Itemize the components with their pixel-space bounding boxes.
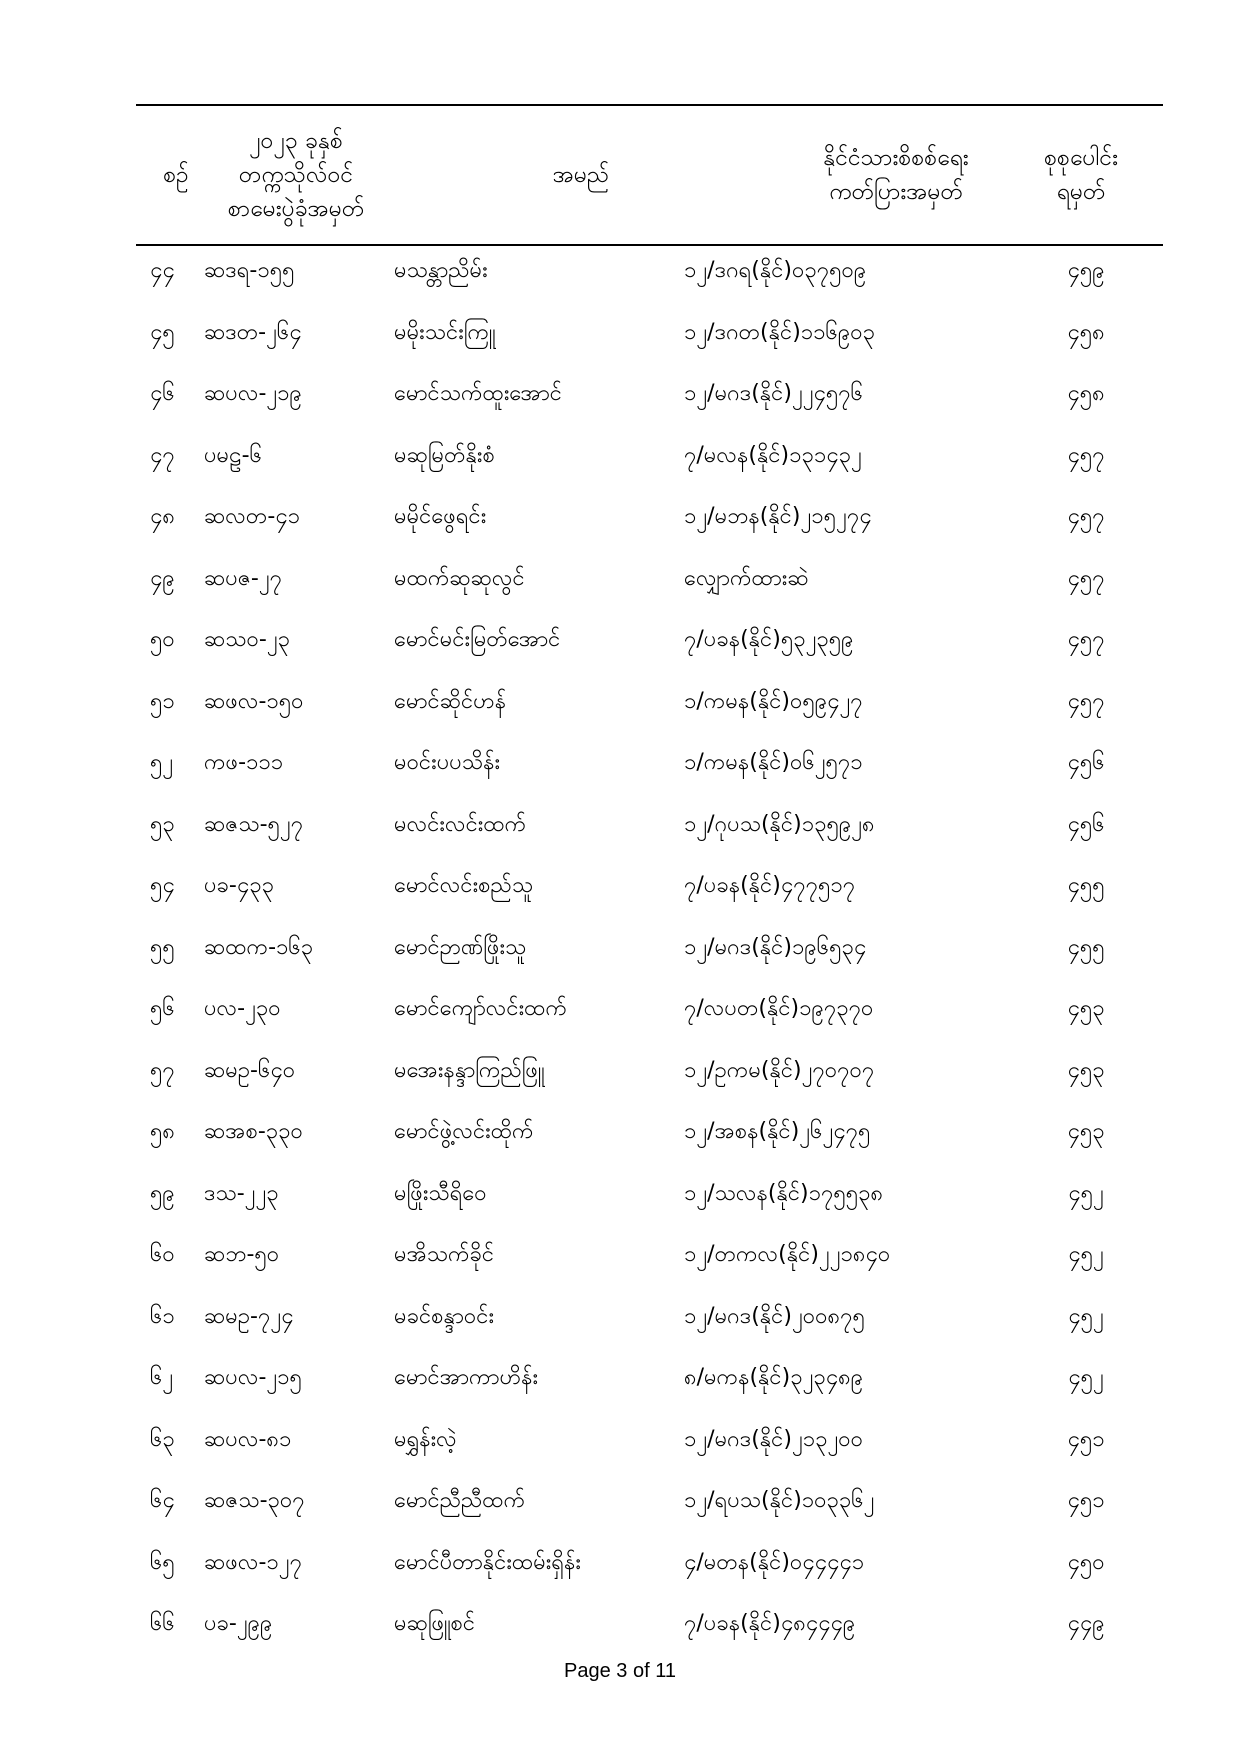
table-row bbox=[136, 556, 1163, 618]
page-number: Page 3 of 11 bbox=[564, 1660, 676, 1682]
serial-no-cell: ၅၁ bbox=[150, 688, 175, 714]
serial-no-cell: ၄၇ bbox=[150, 442, 175, 468]
exam-roll-cell: ဆဘ-၅၀ bbox=[204, 1242, 280, 1267]
exam-roll-cell: ဒသ-၂၂၃ bbox=[204, 1180, 279, 1206]
serial-no-cell: ၄၄ bbox=[150, 258, 175, 283]
nrc-cell: ၈/မကန(နိုင်)၃၂၃၄၈၉ bbox=[684, 1365, 864, 1390]
serial-no-cell: ၄၅ bbox=[150, 319, 175, 345]
table-row bbox=[136, 1601, 1163, 1663]
exam-roll-cell: ဆထက-၁၆၃ bbox=[204, 934, 314, 960]
nrc-cell: ၇/ပခန(နိုင်)၄၇၇၅၁၇ bbox=[684, 873, 856, 898]
serial-no-cell: ၄၆ bbox=[150, 381, 175, 406]
exam-roll-cell: ဆလတ-၄၁ bbox=[204, 504, 301, 529]
serial-no-cell: ၆၅ bbox=[150, 1549, 175, 1575]
nrc-cell: ၇/ပခန(နိုင်)၅၃၂၃၅၉ bbox=[684, 627, 854, 652]
exam-roll-cell: ဆဒတ-၂၆၄ bbox=[204, 319, 302, 345]
table-header-rule bbox=[136, 244, 1163, 246]
table-row bbox=[136, 679, 1163, 741]
name-cell: မောင်ဆိုင်ဟန် bbox=[394, 688, 507, 714]
score-cell: ၄၅၃ bbox=[1067, 996, 1105, 1021]
table-row bbox=[136, 310, 1163, 372]
exam-roll-cell: ပခ-၄၃၃ bbox=[204, 873, 274, 898]
exam-roll-cell: ဆပလ-၂၁၅ bbox=[204, 1365, 302, 1390]
serial-no-cell: ၆၂ bbox=[150, 1365, 174, 1390]
nrc-cell: ၄/မတန(နိုင်)၀၄၄၄၄၁ bbox=[684, 1549, 865, 1575]
table-header bbox=[136, 106, 1163, 244]
score-cell: ၄၅၉ bbox=[1067, 258, 1105, 283]
nrc-cell: ၁၂/မဂဒ(နိုင်)၂၂၄၅၇၆ bbox=[684, 381, 864, 406]
score-cell: ၄၅၇ bbox=[1067, 442, 1105, 468]
exam-roll-cell: ဆဖလ-၁၅၀ bbox=[204, 688, 304, 714]
header-exam-roll-no: ၂၀၂၃ ခုနှစ် တက္ကသိုလ်ဝင် စာမေးပွဲခုံအမှတ် bbox=[227, 128, 365, 222]
name-cell: မောင်ဉာဏ်ဖြိုးသူ bbox=[394, 934, 527, 960]
serial-no-cell: ၅၇ bbox=[150, 1057, 175, 1083]
table-row bbox=[136, 802, 1163, 864]
table-row bbox=[136, 1048, 1163, 1110]
name-cell: မဆုမြတ်နိုးစံ bbox=[394, 442, 495, 468]
name-cell: မောင်သက်ထူးအောင် bbox=[394, 381, 562, 406]
exam-roll-cell: ဆပလ-၈၁ bbox=[204, 1426, 292, 1452]
exam-roll-cell: ဆဇသ-၅၂၇ bbox=[204, 811, 304, 837]
name-cell: မောင်မင်းမြတ်အောင် bbox=[394, 627, 561, 652]
table-row bbox=[136, 617, 1163, 679]
name-cell: မောင်လင်းစည်သူ bbox=[394, 873, 534, 898]
nrc-cell: ၇/မလန(နိုင်)၁၃၁၄၃၂ bbox=[684, 442, 862, 468]
nrc-cell: ၁/ကမန(နိုင်)၀၆၂၅၇၁ bbox=[684, 750, 863, 775]
nrc-cell: ၁၂/တကလ(နိုင်)၂၂၁၈၄၀ bbox=[684, 1242, 891, 1267]
table-row bbox=[136, 1355, 1163, 1417]
nrc-cell: ၁/ကမန(နိုင်)၀၅၉၄၂၇ bbox=[684, 688, 863, 714]
exam-roll-cell: ဆဖလ-၁၂၇ bbox=[204, 1549, 302, 1575]
table-row bbox=[136, 1478, 1163, 1540]
table-row bbox=[136, 986, 1163, 1048]
nrc-cell: ၁၂/မဂဒ(နိုင်)၁၉၆၅၃၄ bbox=[684, 934, 867, 960]
nrc-cell: ၁၂/ရပသ(နိုင်)၁၀၃၃၆၂ bbox=[684, 1488, 875, 1513]
table-row bbox=[136, 1171, 1163, 1233]
exam-roll-cell: ဆမဥ-၇၂၄ bbox=[204, 1303, 294, 1329]
score-cell: ၄၅၀ bbox=[1067, 1549, 1105, 1575]
score-cell: ၄၅၆ bbox=[1067, 750, 1105, 775]
name-cell: မဝင်းပပသိန်း bbox=[394, 750, 501, 775]
table-row bbox=[136, 1540, 1163, 1602]
serial-no-cell: ၄၈ bbox=[150, 504, 175, 529]
table-row bbox=[136, 1109, 1163, 1171]
name-cell: မမိုင်ဖွေရင်း bbox=[394, 504, 487, 529]
name-cell: မလင်းလင်းထက် bbox=[394, 811, 527, 837]
serial-no-cell: ၄၉ bbox=[150, 565, 175, 591]
name-cell: မမိုးသင်းကြူ bbox=[394, 319, 496, 345]
exam-roll-cell: ဆသဝ-၂၃ bbox=[204, 627, 291, 652]
nrc-cell: ၁၂/သလန(နိုင်)၁၇၅၅၃၈ bbox=[684, 1180, 884, 1206]
table-row bbox=[136, 433, 1163, 495]
exam-roll-cell: ကဖ-၁၁၁ bbox=[204, 750, 284, 775]
table-row bbox=[136, 1232, 1163, 1294]
serial-no-cell: ၆၃ bbox=[150, 1426, 175, 1452]
score-cell: ၄၅၇ bbox=[1067, 565, 1105, 591]
exam-roll-cell: ဆမဥ-၆၄၀ bbox=[204, 1057, 296, 1083]
exam-roll-cell: ပခ-၂၉၉ bbox=[204, 1611, 273, 1636]
nrc-cell: ၁၂/မဘန(နိုင်)၂၁၅၂၇၄ bbox=[684, 504, 872, 529]
nrc-cell: ၁၂/ဒဂတ(နိုင်)၁၁၆၉၀၃ bbox=[684, 319, 876, 345]
table-body bbox=[136, 248, 1163, 1663]
table-row bbox=[136, 1417, 1163, 1479]
header-serial-no: စဉ် bbox=[163, 162, 189, 188]
serial-no-cell: ၆၄ bbox=[150, 1488, 175, 1513]
name-cell: မောင်ပီတာနိုင်းထမ်းရှိန်း bbox=[394, 1549, 581, 1575]
serial-no-cell: ၆၁ bbox=[150, 1303, 175, 1329]
exam-roll-cell: ဆပလ-၂၁၉ bbox=[204, 381, 302, 406]
score-cell: ၄၅၃ bbox=[1067, 1119, 1105, 1144]
score-cell: ၄၅၂ bbox=[1068, 1303, 1104, 1329]
serial-no-cell: ၅၉ bbox=[150, 1180, 175, 1206]
score-cell: ၄၅၃ bbox=[1067, 1057, 1105, 1083]
name-cell: မဖြိုးသီရိဝေ bbox=[394, 1180, 487, 1206]
table-row bbox=[136, 371, 1163, 433]
serial-no-cell: ၅၅ bbox=[150, 934, 175, 960]
nrc-cell: ၁၂/ဒဂရ(နိုင်)၀၃၇၅၀၉ bbox=[684, 258, 867, 283]
nrc-cell: ၁၂/အစန(နိုင်)၂၆၂၄၇၅ bbox=[684, 1119, 871, 1144]
table-row bbox=[136, 863, 1163, 925]
nrc-cell: ၁၂/ဥကမ(နိုင်)၂၇၀၇၀၇ bbox=[684, 1057, 875, 1083]
serial-no-cell: ၆၆ bbox=[150, 1611, 175, 1636]
nrc-cell: ၁၂/မဂဒ(နိုင်)၂၁၃၂၀၀ bbox=[684, 1426, 864, 1452]
serial-no-cell: ၅၂ bbox=[150, 750, 174, 775]
score-cell: ၄၅၅ bbox=[1067, 873, 1105, 898]
serial-no-cell: ၅၄ bbox=[150, 873, 175, 898]
serial-no-cell: ၅၃ bbox=[150, 811, 175, 837]
nrc-cell: ၁၂/ဂုပသ(နိုင်)၁၃၅၉၂၈ bbox=[684, 811, 875, 837]
exam-roll-cell: ပမဠ-၆ bbox=[204, 442, 262, 468]
table-row bbox=[136, 740, 1163, 802]
exam-roll-cell: ပလ-၂၃၀ bbox=[204, 996, 281, 1021]
exam-roll-cell: ဆပဇ-၂၇ bbox=[204, 565, 283, 591]
serial-no-cell: ၅၆ bbox=[150, 996, 175, 1021]
score-cell: ၄၅၁ bbox=[1067, 1426, 1105, 1452]
table-row bbox=[136, 1294, 1163, 1356]
score-cell: ၄၅၂ bbox=[1068, 1180, 1104, 1206]
score-cell: ၄၅၂ bbox=[1068, 1365, 1104, 1390]
score-cell: ၄၅၈ bbox=[1067, 319, 1105, 345]
serial-no-cell: ၅၈ bbox=[150, 1119, 175, 1144]
serial-no-cell: ၆၀ bbox=[150, 1242, 175, 1267]
name-cell: မောင်ကျော်လင်းထက် bbox=[394, 996, 567, 1021]
name-cell: မသန္တာညိမ်း bbox=[394, 258, 488, 283]
nrc-cell: လျှောက်ထားဆဲ bbox=[684, 565, 809, 591]
name-cell: မဆုဖြူစင် bbox=[394, 1611, 476, 1636]
name-cell: မောင်အာကာဟိန်း bbox=[394, 1365, 539, 1390]
exam-roll-cell: ဆအစ-၃၃၀ bbox=[204, 1119, 303, 1144]
header-nrc-number: နိုင်ငံသားစိစစ်ရေး ကတ်ပြားအမှတ် bbox=[823, 145, 969, 205]
header-name: အမည် bbox=[552, 162, 610, 188]
score-cell: ၄၅၈ bbox=[1067, 381, 1105, 406]
score-cell: ၄၅၅ bbox=[1067, 934, 1105, 960]
exam-roll-cell: ဆဒရ-၁၅၅ bbox=[204, 258, 295, 283]
score-cell: ၄၅၁ bbox=[1067, 1488, 1105, 1513]
name-cell: မောင်ညီညီထက် bbox=[394, 1488, 526, 1513]
score-cell: ၄၄၉ bbox=[1067, 1611, 1105, 1636]
table-row bbox=[136, 494, 1163, 556]
score-cell: ၄၅၇ bbox=[1067, 627, 1105, 652]
nrc-cell: ၁၂/မဂဒ(နိုင်)၂၀၀၈၇၅ bbox=[684, 1303, 865, 1329]
score-cell: ၄၅၆ bbox=[1067, 811, 1105, 837]
exam-roll-cell: ဆဇသ-၃၀၇ bbox=[204, 1488, 305, 1513]
serial-no-cell: ၅၀ bbox=[150, 627, 175, 652]
name-cell: မထက်ဆုဆုလွင် bbox=[394, 565, 525, 591]
header-total-score: စုစုပေါင်း ရမှတ် bbox=[1043, 145, 1119, 205]
table-row bbox=[136, 248, 1163, 310]
score-cell: ၄၅၇ bbox=[1067, 504, 1105, 529]
name-cell: မခင်စန္ဒာဝင်း bbox=[394, 1303, 495, 1329]
name-cell: မောင်ဖွဲ့လင်းထိုက် bbox=[394, 1119, 534, 1144]
table-row bbox=[136, 925, 1163, 987]
score-cell: ၄၅၇ bbox=[1067, 688, 1105, 714]
nrc-cell: ၇/ပခန(နိုင်)၄၈၄၄၄၉ bbox=[684, 1611, 856, 1636]
name-cell: မအေးနန္ဒာကြည်ဖြူ bbox=[394, 1057, 545, 1083]
name-cell: မရွှန်းလဲ့ bbox=[394, 1426, 457, 1452]
nrc-cell: ၇/လပတ(နိုင်)၁၉၇၃၇၀ bbox=[684, 996, 874, 1021]
name-cell: မအိသက်ခိုင် bbox=[394, 1242, 495, 1267]
score-cell: ၄၅၂ bbox=[1068, 1242, 1104, 1267]
